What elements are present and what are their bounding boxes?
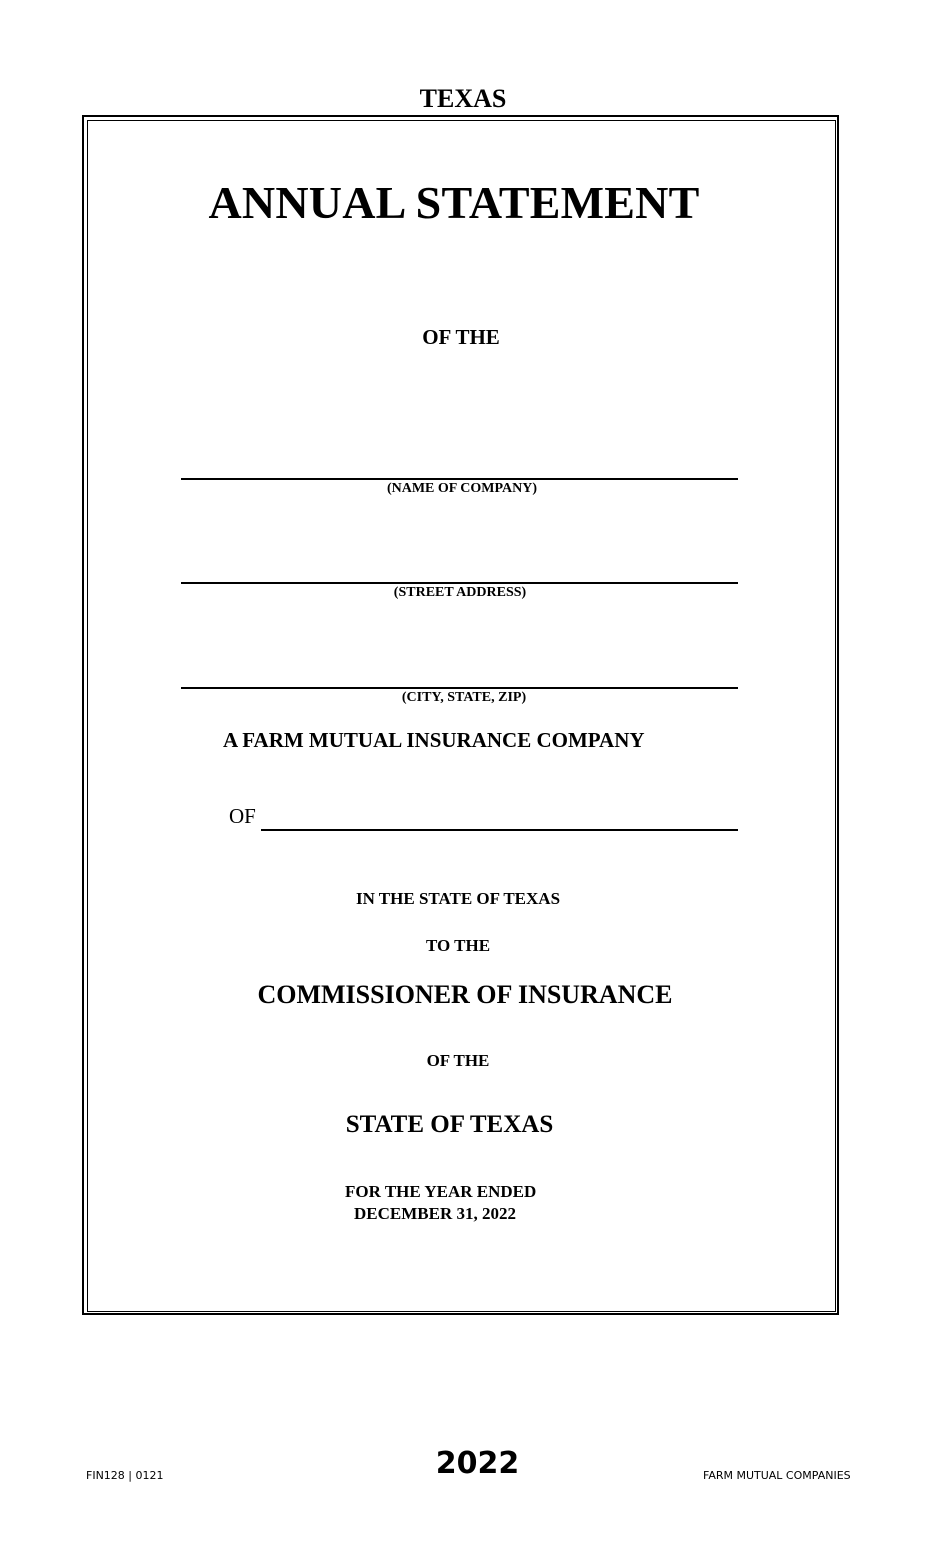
year-ended-label: FOR THE YEAR ENDED bbox=[345, 1182, 537, 1201]
footer-company-type: FARM MUTUAL COMPANIES bbox=[703, 1469, 851, 1482]
of-the-label: OF THE bbox=[422, 325, 500, 349]
city-state-zip-caption: (CITY, STATE, ZIP) bbox=[401, 690, 527, 705]
street-address-line[interactable] bbox=[181, 582, 738, 584]
footer-year: 2022 bbox=[435, 1446, 520, 1481]
to-the-label: TO THE bbox=[425, 936, 491, 955]
year-ended-date: DECEMBER 31, 2022 bbox=[354, 1204, 516, 1223]
of-county-label: OF bbox=[229, 804, 256, 828]
company-name-line[interactable] bbox=[181, 478, 738, 480]
footer-form-number: FIN128 | 0121 bbox=[86, 1469, 164, 1482]
city-state-zip-line[interactable] bbox=[181, 687, 738, 689]
state-header: TEXAS bbox=[419, 84, 507, 113]
of-county-line[interactable] bbox=[261, 829, 738, 831]
state-of-texas-heading: STATE OF TEXAS bbox=[345, 1111, 554, 1138]
company-name-caption: (NAME OF COMPANY) bbox=[386, 481, 538, 496]
street-address-caption: (STREET ADDRESS) bbox=[393, 585, 527, 600]
in-state-label: IN THE STATE OF TEXAS bbox=[355, 889, 561, 908]
commissioner-heading: COMMISSIONER OF INSURANCE bbox=[257, 980, 673, 1009]
of-the-label-2: OF THE bbox=[426, 1051, 490, 1070]
page-title: ANNUAL STATEMENT bbox=[208, 177, 700, 228]
company-type-heading: A FARM MUTUAL INSURANCE COMPANY bbox=[223, 728, 645, 752]
